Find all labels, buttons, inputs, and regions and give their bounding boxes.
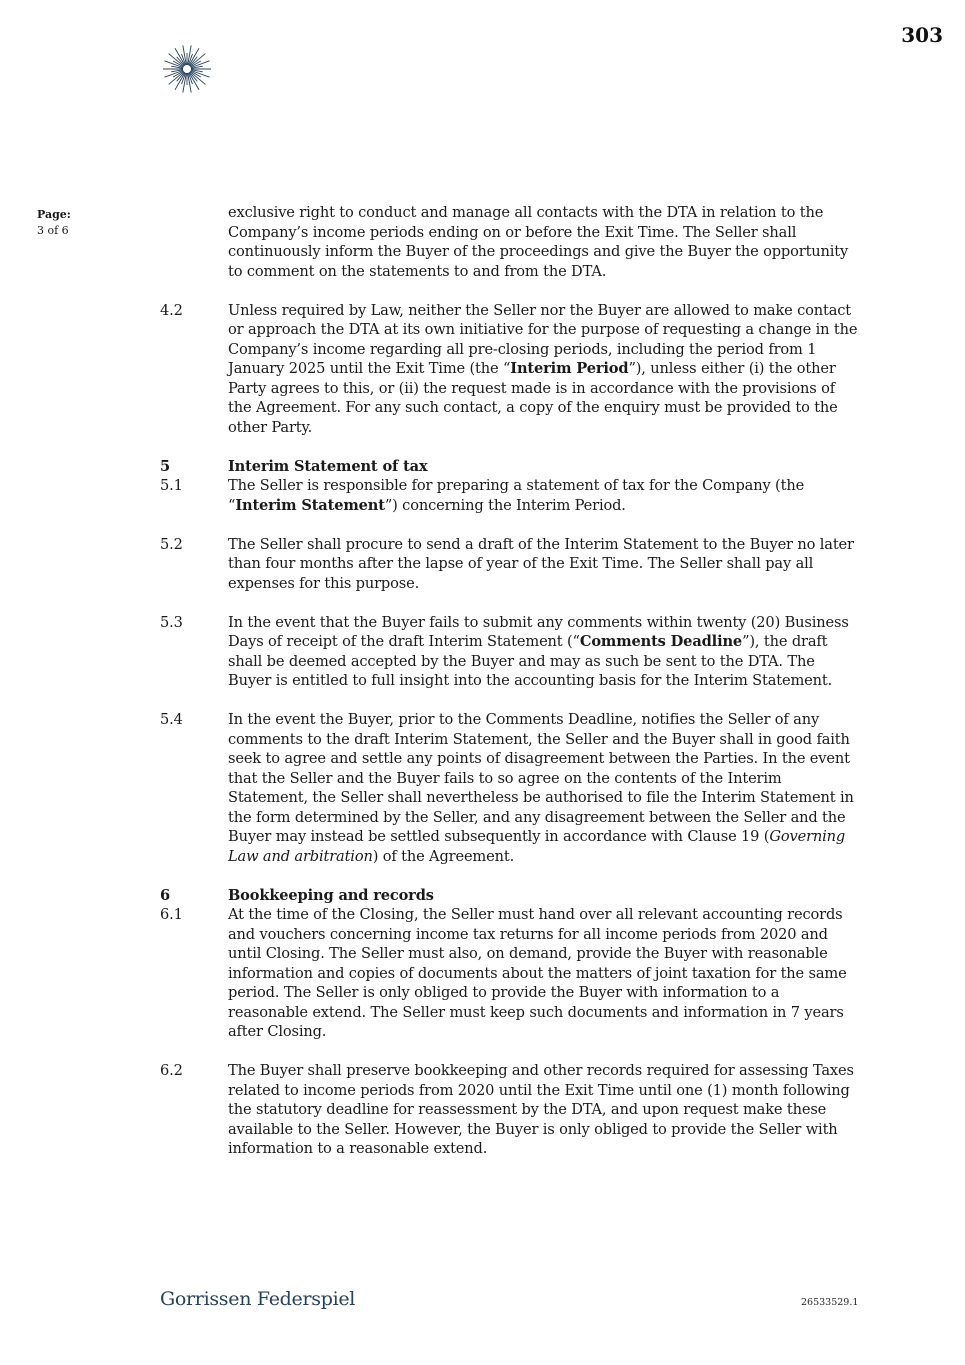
clause-number: 5.1 (160, 477, 183, 494)
intro-text: exclusive right to conduct and manage all contacts with the DTA in relation to the Company’s income periods ending on or before the Exit Time. The Seller shall continuously inform the Buyer of the proceedings and give the Buyer the opportunity to comment on the statements to and from the DTA. (228, 204, 849, 280)
page-label: Page: (37, 208, 71, 221)
defined-term: Interim Period (510, 360, 629, 377)
clause-5-4 (160, 710, 860, 866)
paragraph-intro (160, 203, 860, 281)
document-id: 26533529.1 (801, 1297, 859, 1308)
defined-term: Interim Statement (235, 496, 385, 514)
section-title: Interim Statement of tax (228, 457, 428, 475)
page-indicator (37, 207, 71, 239)
clause-text: The Seller shall procure to send a draft of the Interim Statement to the Buyer no later than four months after the lapse of year of the Exit Time. The Seller shall pay all expenses for this purpose. (228, 535, 854, 592)
clause-number: 5.4 (160, 711, 183, 728)
sunburst-logo-icon (158, 44, 216, 94)
clause-text: The Buyer shall preserve bookkeeping and other records required for assessing Taxes related to income periods from 2020 until the Exit Time until one (1) month following the statutory deadline for reassessment by the DTA, and upon request make these available to the Seller. However, the Buyer is only obliged to provide the Seller with information to a reasonable extend. (228, 1062, 854, 1157)
clause-6-1 (160, 905, 860, 1042)
clause-5-1 (160, 476, 860, 515)
page-number: 303 (901, 23, 943, 47)
clause-number: 5.2 (160, 535, 183, 553)
clause-text: Unless required by Law, neither the Seller nor the Buyer are allowed to make contact or approach the DTA at its own initiative for the purpose of requesting a change in the Company’s income regarding all pre-closing periods, including the period from 1 January 2025 until the Exit Time (the “Interim Period”), unless either (i) the other Party agrees to this, or (ii) the request made is in accordance with the provisions of the Agreement. For any such contact, a copy of the enquiry must be provided to the other Party. (228, 301, 858, 436)
clause-reference: Governing Law and arbitration (228, 828, 846, 865)
page-count: 3 of 6 (37, 224, 69, 237)
clause-number: 6.2 (160, 1062, 183, 1079)
defined-term: Comments Deadline (579, 633, 743, 650)
document-body (160, 203, 860, 1159)
section-6-heading (160, 886, 860, 906)
section-title: Bookkeeping and records (228, 886, 434, 904)
section-number: 5 (160, 457, 171, 475)
section-number: 6 (160, 886, 171, 904)
section-5-heading (160, 457, 860, 477)
clause-5-3 (160, 613, 860, 691)
clause-6-2 (160, 1061, 860, 1159)
clause-text: At the time of the Closing, the Seller must hand over all relevant accounting records and vouchers concerning income tax returns for all income periods from 2020 and until Closing. The Seller must also, on demand, provide the Buyer with reasonable information and copies of documents about the matters of joint taxation for the same period. The Seller is only obliged to provide the Buyer with information to a reasonable extend. The Seller must keep such documents and information in 7 years after Closing. (228, 906, 847, 1040)
clause-text: The Seller is responsible for preparing a statement of tax for the Company (the “Interim Statement”) concerning the Interim Period. (228, 477, 805, 514)
footer-brand: Gorrissen Federspiel (160, 1288, 356, 1310)
clause-number: 4.2 (160, 301, 183, 319)
clause-number: 5.3 (160, 613, 183, 631)
clause-4-2 (160, 301, 860, 438)
clause-text: In the event the Buyer, prior to the Comments Deadline, notifies the Seller of any comments to the draft Interim Statement, the Seller and the Buyer shall in good faith seek to agree and settle any points of disagreement between the Parties. In the event that the Seller and the Buyer fails to so agree on the contents of the Interim Statement, the Seller shall nevertheless be authorised to file the Interim Statement in the form determined by the Seller, and any disagreement between the Seller and the Buyer may instead be settled subsequently in accordance with Clause 19 (Governing Law and arbitration) of the Agreement. (228, 711, 854, 865)
clause-5-2 (160, 535, 860, 594)
clause-text: In the event that the Buyer fails to submit any comments within twenty (20) Business Days of receipt of the draft Interim Statement (“Comments Deadline”), the draft shall be deemed accepted by the Buyer and may as such be sent to the DTA. The Buyer is entitled to full insight into the accounting basis for the Interim Statement. (228, 613, 849, 689)
clause-number: 6.1 (160, 906, 183, 923)
